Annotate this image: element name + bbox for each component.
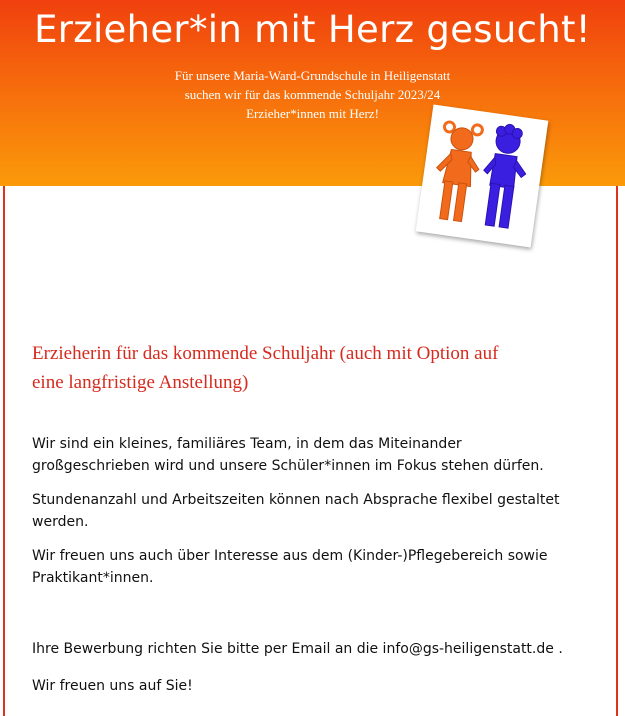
team-paragraph — [32, 433, 602, 477]
job-headline — [32, 339, 592, 397]
intro-line: Für unsere Maria-Ward-Grundschule in Heiligenstatt — [174, 68, 451, 83]
headline-line: Erzieherin für das kommende Schuljahr (auch mit Option auf — [32, 343, 499, 364]
paragraph-line: Stundenanzahl und Arbeitszeiten können nach Absprache flexibel gestaltet — [32, 492, 560, 508]
intro-line: suchen wir für das kommende Schuljahr 2023/24 — [184, 87, 441, 102]
intro-line: Erzieher*innen mit Herz! — [246, 106, 379, 121]
page-title: Erzieher*in mit Herz gesucht! — [34, 8, 591, 51]
application-line: Ihre Bewerbung richten Sie bitte per Email an die info@gs-heiligenstatt.de . — [32, 641, 563, 657]
paragraph-line: Praktikant*innen. — [32, 570, 154, 586]
paragraph-line: Wir sind ein kleines, familiäres Team, in dem das Miteinander — [32, 436, 462, 452]
paragraph-line: großgeschrieben wird und unsere Schüler*innen im Fokus stehen dürfen. — [32, 458, 544, 474]
paragraph-line: Wir freuen uns auch über Interesse aus dem (Kinder-)Pflegebereich sowie — [32, 548, 548, 564]
paragraph-line: werden. — [32, 514, 89, 530]
headline-line: eine langfristige Anstellung) — [32, 372, 249, 393]
children-illustration-icon — [416, 105, 549, 248]
closing-line: Wir freuen uns auf Sie! — [32, 678, 193, 694]
hours-paragraph — [32, 489, 602, 533]
application-paragraph — [32, 638, 602, 660]
closing-paragraph — [32, 675, 602, 697]
interest-paragraph — [32, 545, 602, 589]
